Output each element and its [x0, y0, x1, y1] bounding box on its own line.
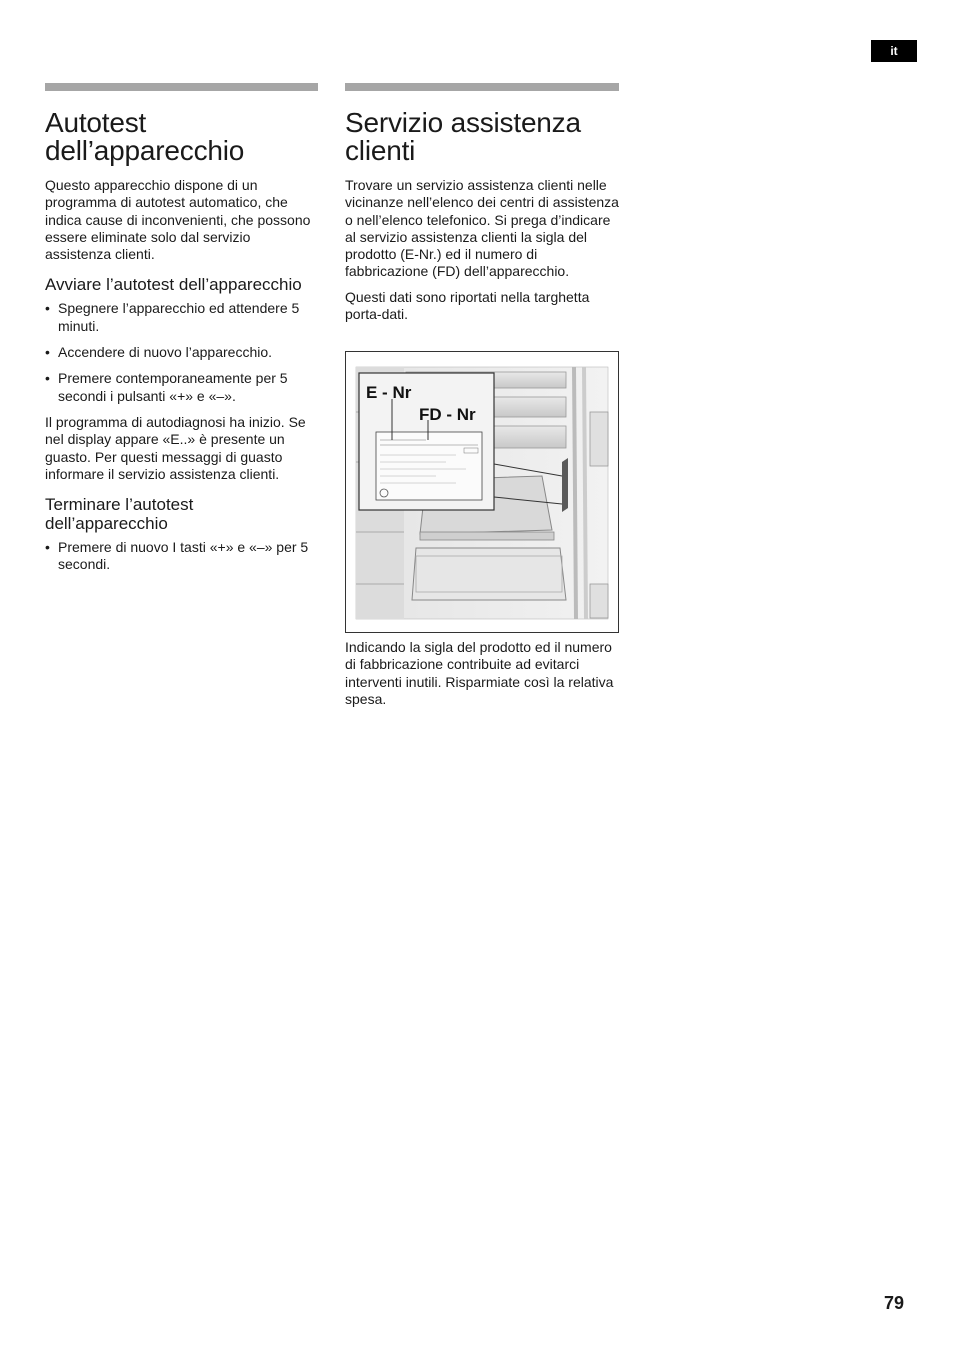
diagnosis-paragraph: Il programma di autodiagnosi ha inizio. Se nel display appare «E..» è presente un guasto. Per questi messaggi di guasto informare il servizio assistenza clienti. [45, 413, 306, 482]
list-item: • Premere di nuovo I tasti «+» e «–» per 5 secondi. [45, 539, 318, 574]
intro-paragraph: Questo apparecchio dispone di un programma di autotest automatico, che indica cause di inconvenienti, che possono essere eliminate solo dal servizio assistenza clienti. [45, 177, 311, 263]
rating-plate-figure [345, 351, 619, 633]
subheading-start-autotest: Avviare l’autotest dell’apparecchio [45, 275, 302, 295]
e-nr-label: E - Nr [366, 383, 412, 402]
subheading-end-autotest: Terminare l’autotest dell’apparecchio [45, 495, 194, 534]
list-item: • Spegnere l’apparecchio ed attendere 5 minuti. [45, 300, 318, 335]
figure-caption-block [345, 639, 619, 716]
page-number: 79 [884, 1293, 905, 1313]
section-rule [45, 83, 318, 91]
list-item: • Premere contemporaneamente per 5 secondi i pulsanti «+» e «–». [45, 370, 318, 405]
service-paragraph: Trovare un servizio assistenza clienti nelle vicinanze nell’elenco dei centri di assistenza o nell’elenco telefonico. Si prega d’indicare al servizio assistenza clienti la sigla del prodotto (E-Nr.) ed il numero di fabbricazione (FD) dell’apparecchio. [345, 177, 619, 280]
section-title-service: Servizio assistenza clienti [345, 107, 581, 166]
fd-nr-label: FD - Nr [419, 405, 476, 424]
left-column [45, 83, 318, 583]
end-steps-list [45, 539, 318, 574]
right-column [345, 83, 619, 331]
start-steps-list [45, 300, 318, 404]
list-item: • Accendere di nuovo l’apparecchio. [45, 344, 318, 361]
language-badge: it [871, 40, 917, 62]
rating-plate-paragraph: Questi dati sono riportati nella targhetta porta-dati. [345, 288, 590, 323]
figure-caption: Indicando la sigla del prodotto ed il numero di fabbricazione contribuite ad evitarci interventi inutili. Risparmiate così la relativa spesa. [345, 639, 614, 707]
section-title-autotest: Autotest dell’apparecchio [45, 107, 245, 166]
section-rule [345, 83, 619, 91]
